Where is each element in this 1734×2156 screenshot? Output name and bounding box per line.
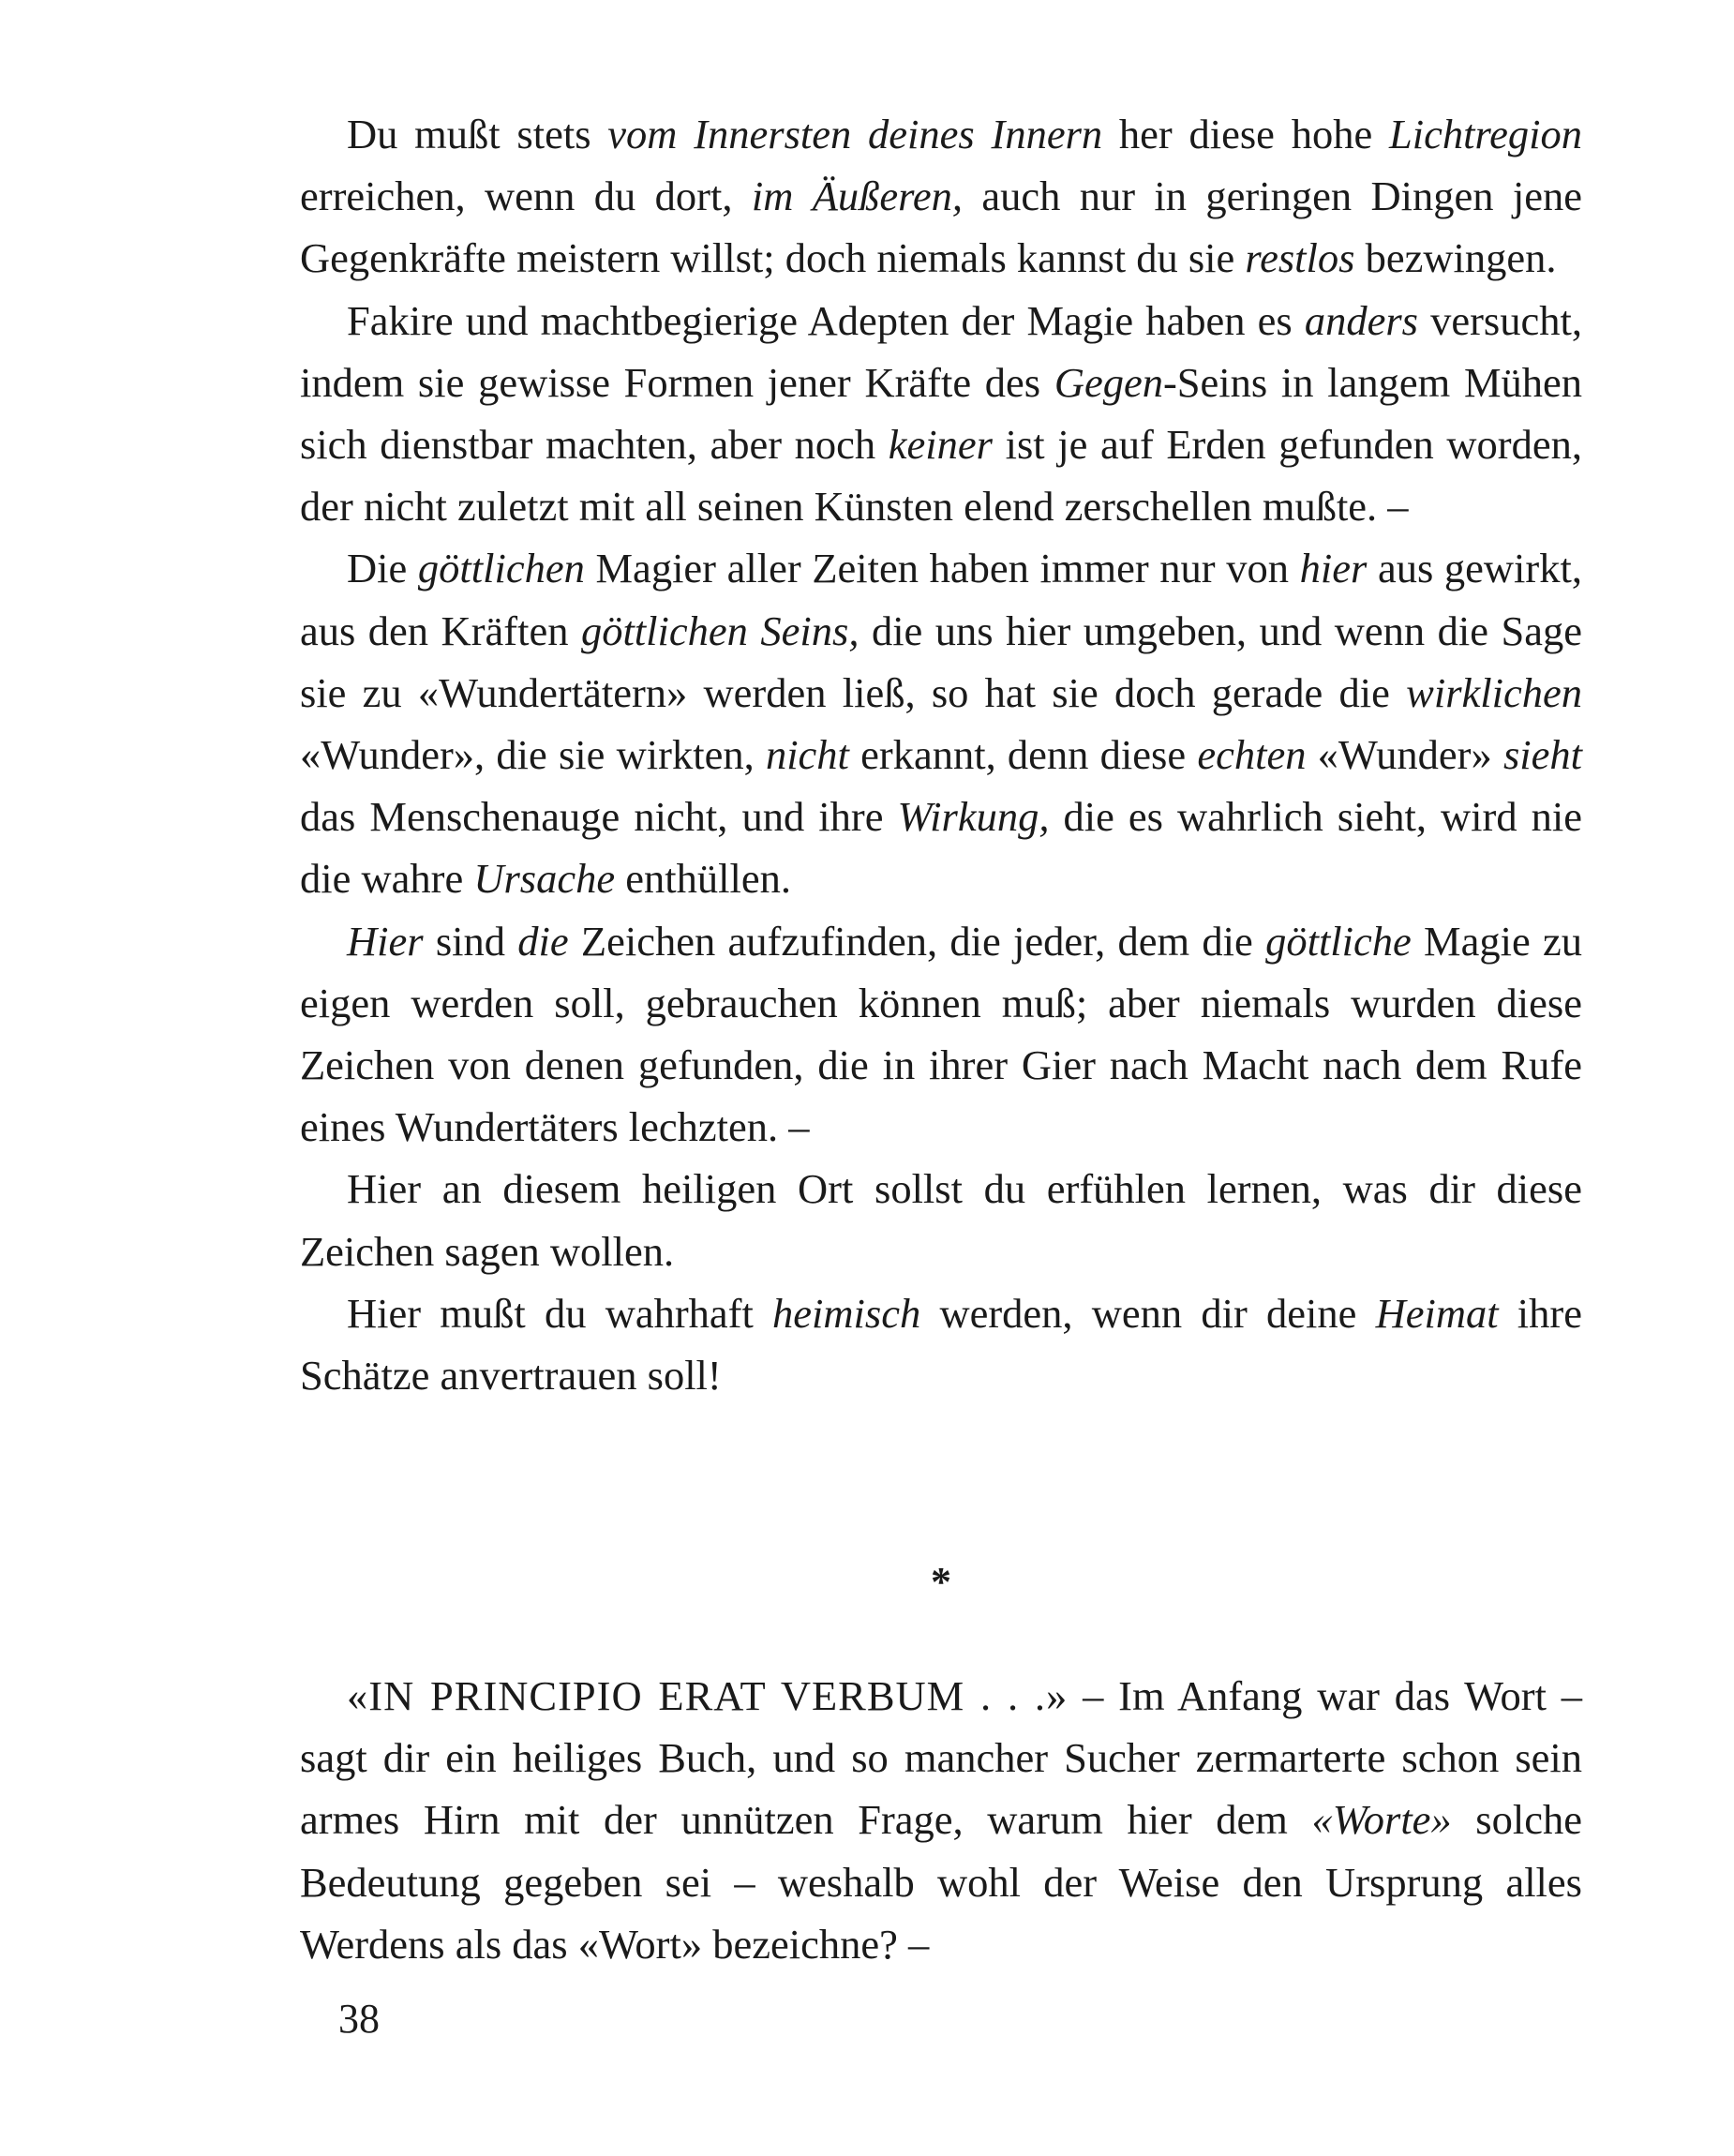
paragraph-1-run: her diese hohe (1102, 111, 1389, 157)
paragraph-1-run: erreichen, wenn du dort, (300, 172, 752, 220)
paragraph-1-run: bezwingen. (1354, 234, 1557, 282)
paragraph-3-run: «Wunder» (1306, 731, 1503, 779)
paragraph-4 (300, 910, 1582, 1159)
paragraph-7-run: solche Bedeutung gegeben sei – weshalb wohl der Weise den Ursprung alles Werdens als das «Wort» bezeichne? – (300, 1796, 1582, 1968)
paragraph-3-run: hier (1299, 545, 1368, 592)
paragraph-4-run: göttliche (1265, 917, 1412, 965)
paragraph-3-run: das Menschenauge nicht, und ihre (300, 793, 898, 841)
paragraph-4-run: Magie zu eigen werden soll, gebrauchen können muß; aber niemals wurden diese Zeichen von denen gefunden, die in ihrer Gier nach Macht nach dem Rufe eines Wundertäters lechzten. – (300, 917, 1583, 1151)
paragraph-7-run: «IN PRINCIPIO ERAT VERBUM . . .» (347, 1672, 1069, 1719)
paragraph-1-run: vom Innersten deines Innern (607, 111, 1103, 157)
paragraph-6-run: ihre Schätze anvertrauen soll! (300, 1289, 1582, 1400)
paragraph-2-run: ist je auf Erden gefunden worden, der nicht zuletzt mit all seinen Künsten elend zerschellen mußte. – (300, 421, 1583, 531)
paragraph-1-run: im Äußeren, (751, 172, 963, 220)
paragraph-1-run: restlos (1245, 234, 1355, 282)
paragraph-6 (300, 1282, 1582, 1406)
paragraph-3-run: Die (347, 545, 418, 592)
paragraph-6-run: Heimat (1375, 1289, 1499, 1337)
paragraph-3-run: Wirkung, (897, 793, 1050, 841)
paragraph-1 (300, 103, 1582, 290)
paragraph-5-run: Hier an diesem heiligen Ort sollst du erfühlen lernen, was dir diese Zeichen sagen wollen. (300, 1165, 1582, 1275)
paragraph-4-run: Hier (347, 917, 424, 965)
text-block (300, 103, 1582, 1406)
paragraph-2-run: Gegen- (1054, 358, 1177, 406)
paragraph-3-run: «Wunder», die sie wirkten, (300, 731, 766, 779)
paragraph-2-run: Seins in langem Mühen sich dienstbar machten, aber noch (300, 358, 1583, 469)
paragraph-6-run: werden, wenn dir deine (920, 1289, 1376, 1337)
paragraph-4-run: sind (423, 917, 518, 965)
paragraph-5 (300, 1158, 1582, 1281)
paragraph-3-run: die uns hier umgeben, und wenn die Sage sie zu «Wundertätern» werden ließ, so hat sie doch gerade die (300, 606, 1582, 716)
paragraph-3-run: echten (1197, 731, 1307, 779)
paragraph-3-run: enthüllen. (615, 855, 791, 903)
paragraph-3-run: göttlichen (417, 545, 585, 592)
paragraph-3 (300, 537, 1582, 909)
paragraph-6-run: Hier mußt du wahrhaft (347, 1289, 773, 1337)
paragraph-3-run: göttlichen Seins, (580, 606, 860, 654)
paragraph-1-run: auch nur in geringen Dingen jene Gegenkräfte meistern willst; doch niemals kannst du sie (300, 172, 1582, 282)
section-separator: * (931, 1559, 951, 1605)
paragraph-6-run: heimisch (772, 1289, 921, 1337)
paragraph-2-run: versucht, indem sie gewisse Formen jener Kräfte des (300, 296, 1582, 406)
paragraph-7 (300, 1665, 1582, 1975)
paragraph-2 (300, 290, 1582, 538)
paragraph-1-run: Lichtregion (1388, 111, 1582, 157)
page-number: 38 (338, 1996, 380, 2042)
paragraph-3-run: die es wahrlich sieht, wird nie die wahre (300, 793, 1582, 903)
paragraph-3-run: Ursache (473, 855, 616, 903)
paragraph-4-run: die (517, 917, 569, 965)
paragraph-7-run: – Im Anfang war das Wort – sagt dir ein heiliges Buch, und so mancher Sucher zermarterte schon sein armes Hirn mit der unnützen Frage, warum hier dem (300, 1672, 1582, 1844)
paragraph-3-run: aus gewirkt, aus den Kräften (300, 545, 1582, 654)
paragraph-7-run: «Worte» (1311, 1796, 1452, 1844)
paragraph-2-run: Fakire und machtbegierige Adepten der Magie haben es (347, 296, 1305, 344)
paragraph-3-run: nicht (765, 731, 849, 779)
page-body (300, 103, 1583, 1968)
paragraph-3-run: wirklichen (1406, 668, 1582, 716)
section-2 (300, 1665, 1582, 1975)
paragraph-3-run: erkannt, denn diese (848, 731, 1198, 779)
paragraph-2-run: anders (1304, 296, 1418, 344)
paragraph-3-run: Magier aller Zeiten haben immer nur von (584, 545, 1300, 592)
paragraph-2-run: keiner (888, 421, 993, 469)
paragraph-4-run: Zeichen aufzufinden, die jeder, dem die (568, 917, 1266, 965)
paragraph-1-run: Du mußt stets (347, 111, 608, 157)
paragraph-3-run: sieht (1502, 731, 1582, 779)
